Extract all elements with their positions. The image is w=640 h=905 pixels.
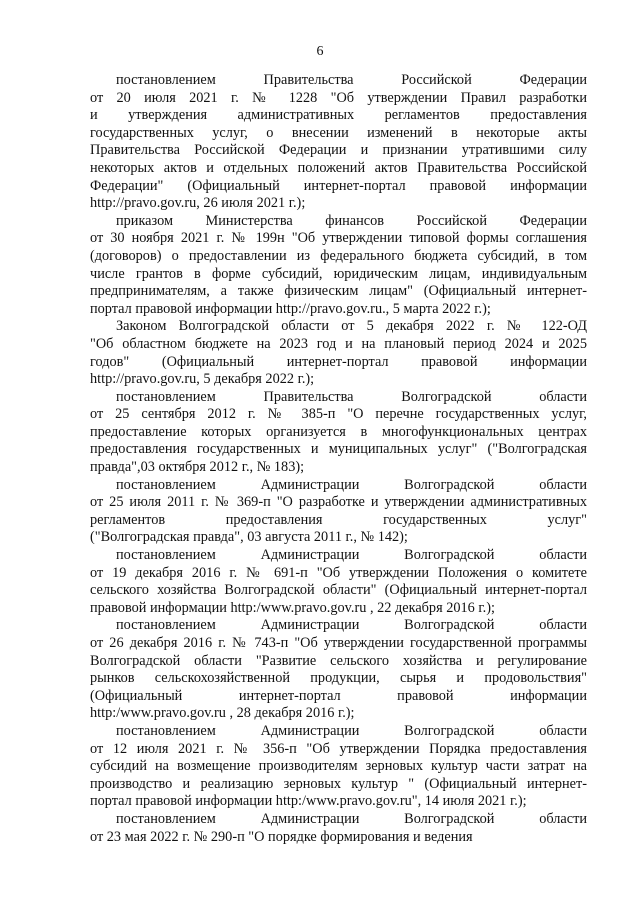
text-line: приказом Министерства финансов Российской Федерации: [116, 212, 587, 229]
text-line: постановлением Администрации Волгоградской области: [116, 547, 587, 564]
text-line: постановлением Правительства Российской Федерации: [116, 72, 587, 88]
text-line: постановлением Правительства Волгоградской области: [116, 388, 587, 405]
text-line: http://pravo.gov.ru, 5 декабря 2022 г.);: [90, 371, 315, 388]
text-line: (договоров) о предоставлении из федерального бюджета субсидий, в том: [90, 247, 587, 264]
text-line: постановлением Администрации Волгоградской области: [116, 476, 587, 493]
text-line: государственных услуг, о внесении изменений в некоторые акты: [90, 124, 587, 141]
text-line: постановлением Администрации Волгоградской области: [116, 722, 587, 739]
text-line: "Об областном бюджете на 2023 год и на плановый период 2024 и 2025: [90, 335, 587, 352]
text-line: портал правовой информации http:/www.pravo.gov.ru", 14 июля 2021 г.);: [90, 793, 527, 810]
text-line: рынков сельскохозяйственной продукции, сырья и продовольствия": [90, 670, 587, 687]
text-line: правда",03 октября 2012 г., № 183);: [90, 459, 305, 476]
text-line: предоставления государственных и муниципальных услуг" ("Волгоградская: [90, 441, 587, 458]
text-line: правовой информации http:/www.pravo.gov.ru , 22 декабря 2016 г.);: [90, 599, 495, 616]
paragraph: [90, 213, 587, 319]
text-line: постановлением Администрации Волгоградской области: [116, 810, 587, 827]
text-line: сельского хозяйства Волгоградской области" (Официальный интернет-портал: [90, 582, 587, 599]
text-line: ("Волгоградская правда", 03 августа 2011 г., № 142);: [90, 529, 408, 546]
text-line: http:/www.pravo.gov.ru , 28 декабря 2016 г.);: [90, 705, 355, 722]
paragraph: [90, 811, 587, 846]
document-body: [90, 72, 587, 846]
text-line: регламентов предоставления государственных услуг": [90, 511, 587, 528]
text-line: от 25 сентября 2012 г. № 385-п "О перечне государственных услуг,: [90, 406, 587, 423]
text-line: от 30 ноября 2021 г. № 199н "Об утверждении типовой формы соглашения: [90, 230, 587, 247]
paragraph: [90, 477, 587, 547]
text-line: производство и реализацию зерновых культур " (Официальный интернет-: [90, 775, 587, 792]
text-line: предоставление которых организуется в многофункциональных центрах: [90, 423, 587, 440]
paragraph: [90, 547, 587, 617]
text-line: числе грантов в форме субсидий, юридическим лицам, индивидуальным: [90, 265, 587, 282]
text-line: от 26 декабря 2016 г. № 743-п "Об утверждении государственной программы: [90, 635, 587, 651]
text-line: от 20 июля 2021 г. № 1228 "Об утверждении Правил разработки: [90, 89, 587, 106]
text-line: предпринимателям, а также физическим лицам" (Официальный интернет-: [90, 283, 587, 300]
text-line: портал правовой информации http://pravo.gov.ru., 5 марта 2022 г.);: [90, 300, 491, 317]
page-number: 6: [316, 44, 324, 59]
paragraph: [90, 318, 587, 388]
text-line: Федерации" (Официальный интернет-портал правовой информации: [90, 177, 587, 194]
text-line: от 12 июля 2021 г. № 356-п "Об утверждении Порядка предоставления: [90, 740, 587, 757]
text-line: и утверждения административных регламентов предоставления: [90, 107, 587, 124]
text-line: годов" (Официальный интернет-портал правовой информации: [90, 353, 587, 370]
text-line: http://pravo.gov.ru, 26 июля 2021 г.);: [90, 195, 306, 212]
text-line: Законом Волгоградской области от 5 декабря 2022 г. № 122-ОД: [116, 318, 587, 335]
text-line: некоторых актов и отдельных положений актов Правительства Российской: [90, 159, 587, 176]
text-line: от 19 декабря 2016 г. № 691-п "Об утверждении Положения о комитете: [90, 564, 587, 581]
text-line: от 23 мая 2022 г. № 290-п "О порядке формирования и ведения: [90, 828, 473, 845]
text-line: субсидий на возмещение производителям зерновых культур части затрат на: [90, 758, 587, 775]
text-line: постановлением Администрации Волгоградской области: [116, 617, 587, 634]
paragraph: [90, 617, 587, 723]
text-line: от 25 июля 2011 г. № 369-п "О разработке и утверждении административных: [90, 494, 587, 511]
text-line: (Официальный интернет-портал правовой информации: [90, 687, 587, 704]
paragraph: [90, 723, 587, 811]
text-line: Правительства Российской Федерации и признании утратившими силу: [90, 142, 587, 159]
paragraph: [90, 72, 587, 213]
text-line: Волгоградской области "Развитие сельского хозяйства и регулирование: [90, 652, 587, 669]
paragraph: [90, 389, 587, 477]
